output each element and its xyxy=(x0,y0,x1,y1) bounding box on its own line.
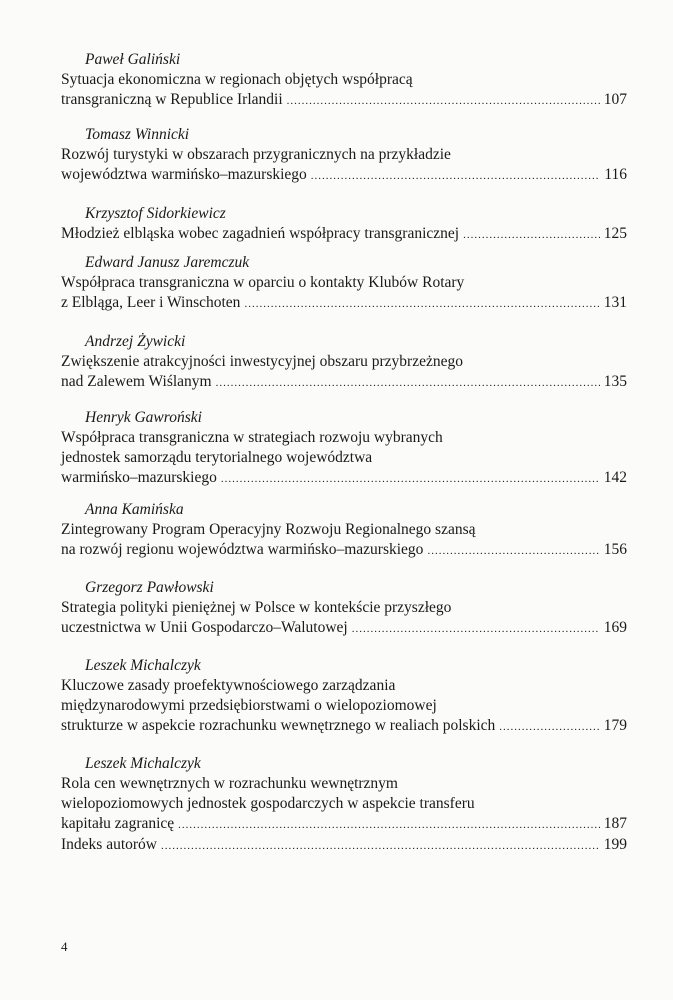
toc-title-line-last: uczestnictwa w Unii Gospodarczo–Walutowej ..... 169 xyxy=(61,618,627,638)
toc-author: Andrzej Żywicki xyxy=(85,333,186,350)
toc-page-number: 199 xyxy=(603,836,627,853)
dot-leader xyxy=(311,166,601,186)
toc-title-line: Zintegrowany Program Operacyjny Rozwoju Regionalnego szansą xyxy=(61,521,476,538)
toc-author: Henryk Gawroński xyxy=(85,409,202,426)
toc-page-number: 116 xyxy=(604,166,627,183)
toc-title-line-last: na rozwój regionu województwa warmińsko–mazurskiego ..... 156 xyxy=(61,540,627,560)
toc-entry xyxy=(61,754,627,834)
toc-page-number: 125 xyxy=(603,225,627,242)
toc-title-line-last: kapitału zagranicę ..... 187 xyxy=(61,814,627,834)
toc-author: Paweł Galiński xyxy=(85,51,181,68)
toc-author: Leszek Michalczyk xyxy=(85,755,201,772)
toc-author: Leszek Michalczyk xyxy=(85,657,201,674)
toc-entry xyxy=(61,253,627,313)
dot-leader xyxy=(287,91,600,111)
toc-author: Edward Janusz Jaremczuk xyxy=(85,254,250,271)
dot-leader xyxy=(352,619,600,639)
dot-leader xyxy=(221,469,600,489)
dot-leader xyxy=(463,225,600,245)
toc-title-line: jednostek samorządu terytorialnego województwa xyxy=(61,449,373,466)
toc-title-line: Współpraca transgraniczna w strategiach rozwoju wybranych xyxy=(61,429,443,446)
toc-title-line: Rozwój turystyki w obszarach przygranicznych na przykładzie xyxy=(61,146,451,163)
toc-title-line-last: transgraniczną w Republice Irlandii ..... 107 xyxy=(61,90,627,110)
dot-leader xyxy=(499,717,600,737)
toc-title-line-last: z Elbląga, Leer i Winschoten ..... 131 xyxy=(61,293,627,313)
toc-title-line: Rola cen wewnętrznych w rozrachunku wewnętrznym xyxy=(61,775,398,792)
toc-page-number: 156 xyxy=(603,541,627,558)
toc-entry xyxy=(61,204,627,244)
toc-title-line: Zwiększenie atrakcyjności inwestycyjnej obszaru przybrzeżnego xyxy=(61,353,463,370)
toc-page-number: 169 xyxy=(603,619,627,636)
toc-entry xyxy=(61,332,627,392)
toc-entry xyxy=(61,835,627,855)
toc-title-line-last: Indeks autorów ..... 199 xyxy=(61,835,627,855)
dot-leader xyxy=(244,294,599,314)
toc-title-line: Sytuacja ekonomiczna w regionach objętych współpracą xyxy=(61,71,413,88)
dot-leader xyxy=(161,836,600,856)
toc-title-line-last: warmińsko–mazurskiego ..... 142 xyxy=(61,468,627,488)
toc-title-line-last: nad Zalewem Wiślanym ..... 135 xyxy=(61,372,627,392)
page-number: 4 xyxy=(61,939,68,954)
toc-title-line: międzynarodowymi przedsiębiorstwami o wielopoziomowej xyxy=(61,697,437,714)
dot-leader xyxy=(216,373,600,393)
toc-title-line: Kluczowe zasady proefektywnościowego zarządzania xyxy=(61,677,396,694)
toc-title-line-last: Młodzież elbląska wobec zagadnień współpracy transgranicznej ..... 125 xyxy=(61,224,627,244)
toc-entry xyxy=(61,408,627,488)
toc-author: Grzegorz Pawłowski xyxy=(85,579,214,596)
dot-leader xyxy=(427,541,599,561)
toc-title-line-last: strukturze w aspekcie rozrachunku wewnętrznego w realiach polskich ..... 179 xyxy=(61,716,627,736)
toc-page-number: 107 xyxy=(603,91,627,108)
toc-title-line-last: województwa warmińsko–mazurskiego ..... 116 xyxy=(61,165,627,185)
toc-title-line: Współpraca transgraniczna w oparciu o kontakty Klubów Rotary xyxy=(61,274,465,291)
toc-entry xyxy=(61,578,627,638)
toc-entry xyxy=(61,500,627,560)
toc-entry xyxy=(61,656,627,736)
toc-page-number: 142 xyxy=(603,469,627,486)
toc-page-number: 131 xyxy=(603,294,627,311)
toc-author: Anna Kamińska xyxy=(85,501,184,518)
toc-author: Krzysztof Sidorkiewicz xyxy=(85,205,226,222)
toc-author: Tomasz Winnicki xyxy=(85,126,190,143)
toc-entry xyxy=(61,125,627,185)
toc-entry xyxy=(61,50,627,110)
toc-title-line: wielopoziomowych jednostek gospodarczych w aspekcie transferu xyxy=(61,795,475,812)
toc-title-line: Strategia polityki pieniężnej w Polsce w kontekście przyszłego xyxy=(61,599,452,616)
toc-page-number: 179 xyxy=(603,717,627,734)
dot-leader xyxy=(178,815,600,835)
toc-page-number: 187 xyxy=(603,815,627,832)
toc-page-number: 135 xyxy=(603,373,627,390)
